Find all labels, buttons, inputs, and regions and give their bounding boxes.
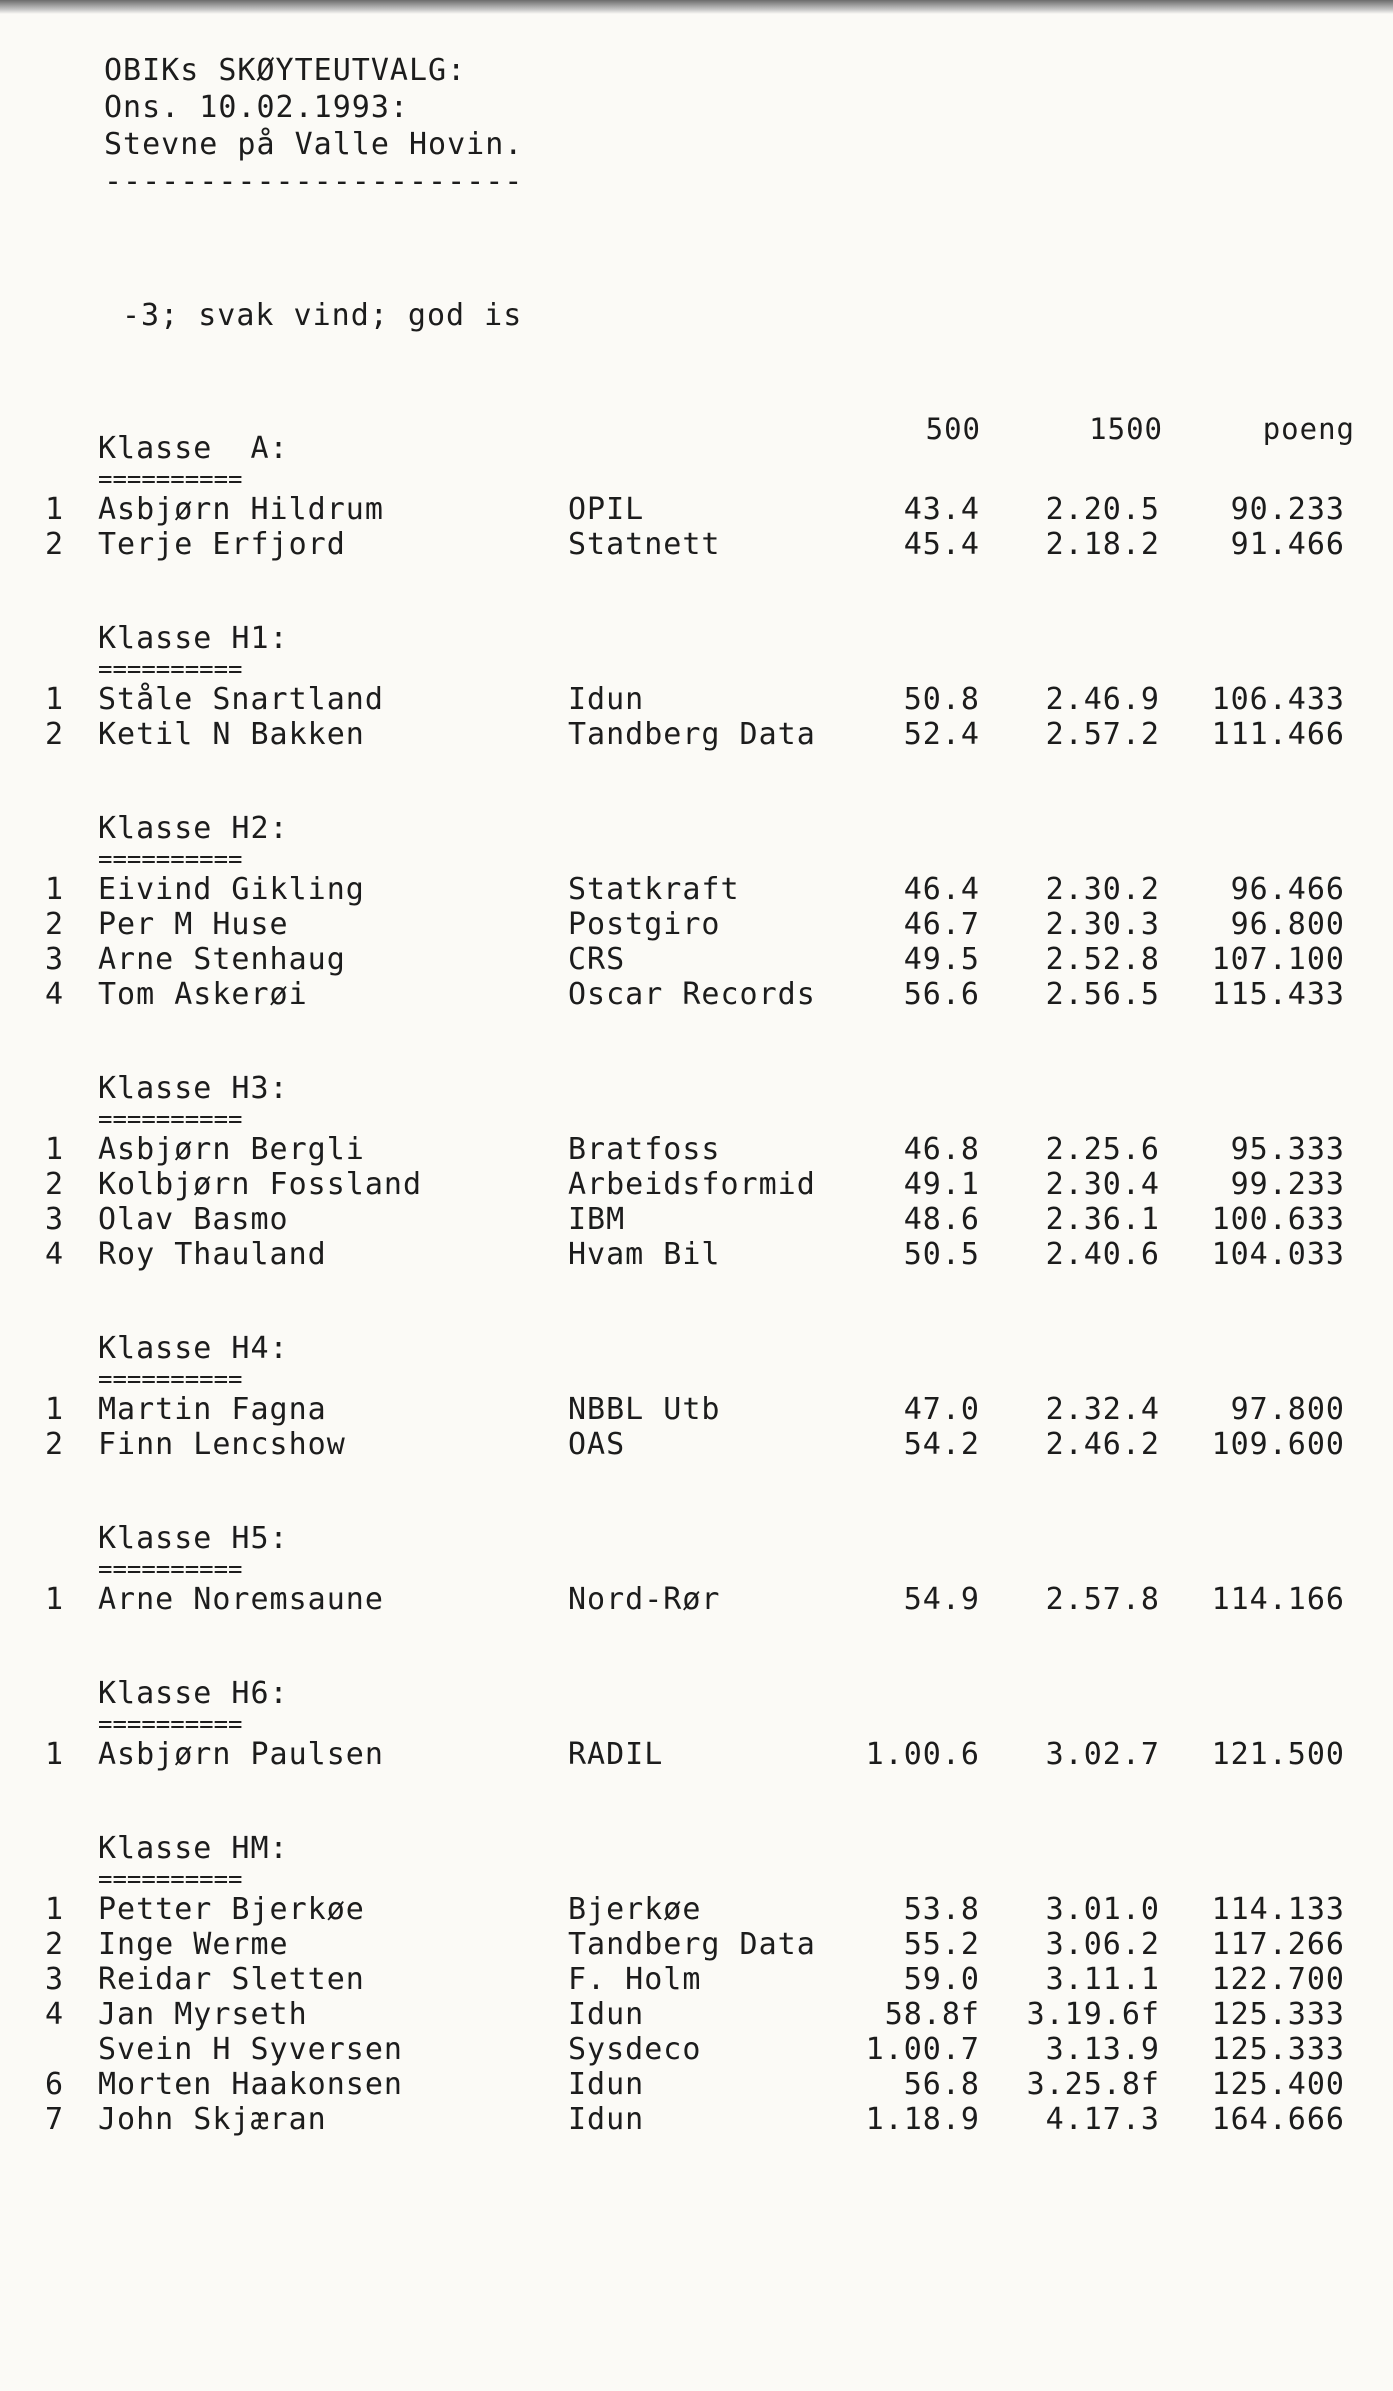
class-section — [0, 810, 1393, 1012]
club-name: Idun — [568, 2067, 645, 2102]
result-row — [0, 907, 1393, 942]
placement: 2 — [44, 717, 64, 752]
time-500: 43.4 — [903, 492, 980, 527]
skater-name: Arne Noremsaune — [98, 1582, 384, 1617]
skater-name: Asbjørn Bergli — [98, 1132, 365, 1167]
placement: 6 — [44, 2067, 64, 2102]
time-1500: 2.57.2 — [1045, 717, 1160, 752]
skater-name: Morten Haakonsen — [98, 2067, 403, 2102]
placement: 3 — [44, 942, 64, 977]
points: 125.400 — [1211, 2067, 1345, 2102]
class-section — [0, 1330, 1393, 1462]
club-name: Statkraft — [568, 872, 740, 907]
placement: 2 — [44, 1927, 64, 1962]
placement: 1 — [44, 1582, 64, 1617]
time-1500: 3.02.7 — [1045, 1737, 1160, 1772]
time-500: 54.2 — [903, 1427, 980, 1462]
time-500: 49.5 — [903, 942, 980, 977]
time-500: 55.2 — [903, 1927, 980, 1962]
class-underline: ========== — [98, 465, 243, 493]
points: 109.600 — [1211, 1427, 1345, 1462]
time-500: 49.1 — [903, 1167, 980, 1202]
time-1500: 4.17.3 — [1045, 2102, 1160, 2137]
time-500: 1.00.6 — [865, 1737, 980, 1772]
placement: 1 — [44, 1132, 64, 1167]
class-section — [0, 1520, 1393, 1617]
skater-name: Eivind Gikling — [98, 872, 365, 907]
time-1500: 2.30.2 — [1045, 872, 1160, 907]
skater-name: Inge Werme — [98, 1927, 289, 1962]
skater-name: Reidar Sletten — [98, 1962, 365, 1997]
placement: 1 — [44, 1737, 64, 1772]
time-500: 56.8 — [903, 2067, 980, 2102]
club-name: OAS — [568, 1427, 626, 1462]
time-1500: 3.13.9 — [1045, 2032, 1160, 2067]
placement: 4 — [44, 1237, 64, 1272]
result-row — [0, 1167, 1393, 1202]
placement: 7 — [44, 2102, 64, 2137]
skater-name: Tom Askerøi — [98, 977, 308, 1012]
header-title: OBIKs SKØYTEUTVALG: — [104, 53, 467, 88]
skater-name: Roy Thauland — [98, 1237, 327, 1272]
conditions-line: -3; svak vind; god is — [122, 298, 523, 333]
time-500: 48.6 — [903, 1202, 980, 1237]
skater-name: Asbjørn Paulsen — [98, 1737, 384, 1772]
club-name: Idun — [568, 2102, 645, 2137]
column-header-500: 500 — [925, 412, 981, 446]
result-row — [0, 1927, 1393, 1962]
time-1500: 2.30.3 — [1045, 907, 1160, 942]
time-1500: 2.56.5 — [1045, 977, 1160, 1012]
time-500: 46.8 — [903, 1132, 980, 1167]
time-1500: 2.40.6 — [1045, 1237, 1160, 1272]
time-1500: 2.46.2 — [1045, 1427, 1160, 1462]
results-list — [0, 430, 1393, 2137]
column-header-1500: 1500 — [1089, 412, 1163, 446]
skater-name: Terje Erfjord — [98, 527, 346, 562]
skater-name: Petter Bjerkøe — [98, 1892, 365, 1927]
time-500: 52.4 — [903, 717, 980, 752]
points: 114.133 — [1211, 1892, 1345, 1927]
placement: 4 — [44, 977, 64, 1012]
header-date: Ons. 10.02.1993: — [104, 90, 409, 125]
skater-name: Jan Myrseth — [98, 1997, 308, 2032]
time-1500: 3.06.2 — [1045, 1927, 1160, 1962]
class-title: Klasse H5: — [98, 1521, 289, 1556]
class-underline: ========== — [98, 1710, 243, 1738]
points: 104.033 — [1211, 1237, 1345, 1272]
class-title: Klasse H6: — [98, 1676, 289, 1711]
time-500: 58.8f — [884, 1997, 980, 2032]
club-name: Arbeidsformid — [568, 1167, 816, 1202]
time-1500: 3.01.0 — [1045, 1892, 1160, 1927]
result-row — [0, 1892, 1393, 1927]
points: 125.333 — [1211, 1997, 1345, 2032]
class-underline: ========== — [98, 1555, 243, 1583]
points: 111.466 — [1211, 717, 1345, 752]
points: 96.466 — [1230, 872, 1345, 907]
result-row — [0, 1737, 1393, 1772]
points: 95.333 — [1230, 1132, 1345, 1167]
placement: 2 — [44, 907, 64, 942]
header-rule: ---------------------- — [104, 164, 524, 199]
result-row — [0, 2102, 1393, 2137]
points: 100.633 — [1211, 1202, 1345, 1237]
points: 91.466 — [1230, 527, 1345, 562]
result-row — [0, 492, 1393, 527]
time-1500: 2.18.2 — [1045, 527, 1160, 562]
time-500: 46.4 — [903, 872, 980, 907]
result-row — [0, 1962, 1393, 1997]
points: 97.800 — [1230, 1392, 1345, 1427]
class-title: Klasse H2: — [98, 811, 289, 846]
points: 107.100 — [1211, 942, 1345, 977]
placement: 3 — [44, 1202, 64, 1237]
time-1500: 2.52.8 — [1045, 942, 1160, 977]
result-row — [0, 2032, 1393, 2067]
result-row — [0, 1132, 1393, 1167]
time-1500: 3.11.1 — [1045, 1962, 1160, 1997]
class-underline: ========== — [98, 845, 243, 873]
column-header-poeng: poeng — [1262, 412, 1355, 446]
placement: 1 — [44, 1392, 64, 1427]
club-name: NBBL Utb — [568, 1392, 721, 1427]
skater-name: Kolbjørn Fossland — [98, 1167, 423, 1202]
class-underline: ========== — [98, 655, 243, 683]
club-name: CRS — [568, 942, 626, 977]
points: 90.233 — [1230, 492, 1345, 527]
club-name: F. Holm — [568, 1962, 702, 1997]
club-name: Idun — [568, 682, 645, 717]
time-500: 50.8 — [903, 682, 980, 717]
placement: 1 — [44, 872, 64, 907]
result-row — [0, 2067, 1393, 2102]
points: 117.266 — [1211, 1927, 1345, 1962]
result-row — [0, 1202, 1393, 1237]
class-title: Klasse HM: — [98, 1831, 289, 1866]
time-1500: 3.25.8f — [1026, 2067, 1160, 2102]
club-name: IBM — [568, 1202, 626, 1237]
time-500: 59.0 — [903, 1962, 980, 1997]
time-1500: 2.25.6 — [1045, 1132, 1160, 1167]
skater-name: Martin Fagna — [98, 1392, 327, 1427]
time-1500: 2.30.4 — [1045, 1167, 1160, 1202]
points: 114.166 — [1211, 1582, 1345, 1617]
result-row — [0, 1997, 1393, 2032]
points: 99.233 — [1230, 1167, 1345, 1202]
class-section — [0, 430, 1393, 562]
points: 164.666 — [1211, 2102, 1345, 2137]
time-500: 45.4 — [903, 527, 980, 562]
result-row — [0, 977, 1393, 1012]
result-row — [0, 717, 1393, 752]
time-500: 50.5 — [903, 1237, 980, 1272]
skater-name: John Skjæran — [98, 2102, 327, 2137]
class-section — [0, 1070, 1393, 1272]
time-500: 47.0 — [903, 1392, 980, 1427]
result-row — [0, 1427, 1393, 1462]
class-underline: ========== — [98, 1105, 243, 1133]
time-1500: 3.19.6f — [1026, 1997, 1160, 2032]
time-1500: 2.20.5 — [1045, 492, 1160, 527]
result-row — [0, 1392, 1393, 1427]
club-name: Statnett — [568, 527, 721, 562]
club-name: Hvam Bil — [568, 1237, 721, 1272]
skater-name: Per M Huse — [98, 907, 289, 942]
club-name: Bjerkøe — [568, 1892, 702, 1927]
placement: 2 — [44, 1167, 64, 1202]
time-500: 53.8 — [903, 1892, 980, 1927]
time-500: 54.9 — [903, 1582, 980, 1617]
class-title: Klasse H1: — [98, 621, 289, 656]
placement: 3 — [44, 1962, 64, 1997]
points: 106.433 — [1211, 682, 1345, 717]
placement: 2 — [44, 527, 64, 562]
class-section — [0, 1830, 1393, 2137]
club-name: Nord-Rør — [568, 1582, 721, 1617]
class-title: Klasse H4: — [98, 1331, 289, 1366]
document-header — [104, 52, 523, 200]
points: 121.500 — [1211, 1737, 1345, 1772]
placement: 4 — [44, 1997, 64, 2032]
class-section — [0, 1675, 1393, 1772]
skater-name: Svein H Syversen — [98, 2032, 403, 2067]
header-venue: Stevne på Valle Hovin. — [104, 127, 524, 162]
scan-top-edge — [0, 0, 1393, 14]
time-500: 1.00.7 — [865, 2032, 980, 2067]
skater-name: Ketil N Bakken — [98, 717, 365, 752]
skater-name: Ståle Snartland — [98, 682, 384, 717]
time-1500: 2.36.1 — [1045, 1202, 1160, 1237]
skater-name: Arne Stenhaug — [98, 942, 346, 977]
club-name: Postgiro — [568, 907, 721, 942]
result-row — [0, 1582, 1393, 1617]
club-name: RADIL — [568, 1737, 664, 1772]
club-name: OPIL — [568, 492, 645, 527]
club-name: Bratfoss — [568, 1132, 721, 1167]
time-1500: 2.46.9 — [1045, 682, 1160, 717]
club-name: Sysdeco — [568, 2032, 702, 2067]
time-1500: 2.32.4 — [1045, 1392, 1160, 1427]
result-row — [0, 942, 1393, 977]
points: 125.333 — [1211, 2032, 1345, 2067]
placement: 2 — [44, 1427, 64, 1462]
class-title: Klasse H3: — [98, 1071, 289, 1106]
points: 115.433 — [1211, 977, 1345, 1012]
time-1500: 2.57.8 — [1045, 1582, 1160, 1617]
class-title: Klasse A: — [98, 431, 289, 466]
placement: 1 — [44, 1892, 64, 1927]
result-row — [0, 527, 1393, 562]
time-500: 56.6 — [903, 977, 980, 1012]
points: 96.800 — [1230, 907, 1345, 942]
placement: 1 — [44, 492, 64, 527]
result-row — [0, 1237, 1393, 1272]
club-name: Idun — [568, 1997, 645, 2032]
result-row — [0, 682, 1393, 717]
club-name: Tandberg Data — [568, 717, 816, 752]
class-underline: ========== — [98, 1865, 243, 1893]
result-row — [0, 872, 1393, 907]
class-section — [0, 620, 1393, 752]
time-500: 46.7 — [903, 907, 980, 942]
time-500: 1.18.9 — [865, 2102, 980, 2137]
placement: 1 — [44, 682, 64, 717]
skater-name: Finn Lencshow — [98, 1427, 346, 1462]
club-name: Tandberg Data — [568, 1927, 816, 1962]
skater-name: Asbjørn Hildrum — [98, 492, 384, 527]
points: 122.700 — [1211, 1962, 1345, 1997]
class-underline: ========== — [98, 1365, 243, 1393]
skater-name: Olav Basmo — [98, 1202, 289, 1237]
club-name: Oscar Records — [568, 977, 816, 1012]
